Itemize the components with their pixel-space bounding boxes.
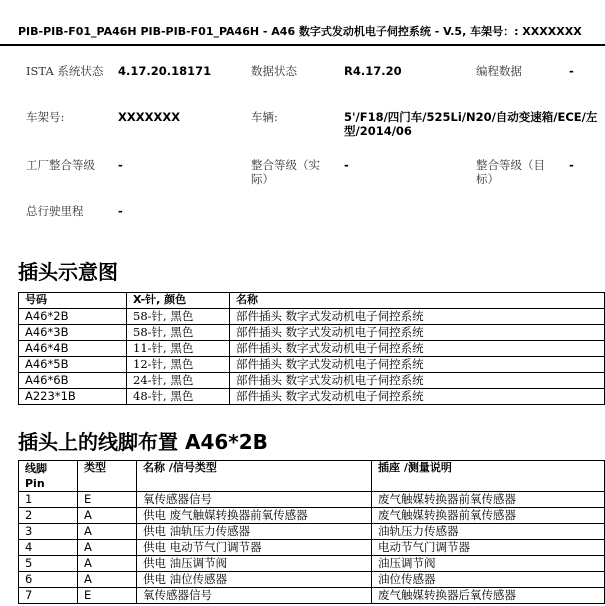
data-status-label: 数据状态 bbox=[251, 64, 297, 78]
pin-number-cell: 6 bbox=[19, 572, 78, 588]
vin-label: 车架号: bbox=[26, 110, 65, 124]
pin-col-type: 类型 bbox=[78, 461, 137, 492]
pin-socket-cell: 油压调节阀 bbox=[372, 556, 605, 572]
ista-value: 4.17.20.18171 bbox=[118, 64, 212, 78]
connector-pins-color-cell: 48-针, 黑色 bbox=[127, 389, 230, 405]
connector-pins-color-cell: 11-针, 黑色 bbox=[127, 341, 230, 357]
mileage-label: 总行驶里程 bbox=[26, 204, 84, 218]
connector-header-row bbox=[19, 293, 605, 309]
pin-col-pin: 线脚 Pin bbox=[19, 461, 78, 492]
pin-col-socket: 插座 /测量说明 bbox=[372, 461, 605, 492]
connector-pins-color-cell: 58-针, 黑色 bbox=[127, 325, 230, 341]
document-title: PIB-PIB-F01_PA46H PIB-PIB-F01_PA46H - A46 数字式发动机电子伺控系统 - V.5, 车架号：: XXXXXXX bbox=[18, 25, 582, 38]
connector-number-cell: A223*1B bbox=[19, 389, 127, 405]
actual-level-value: - bbox=[344, 158, 349, 172]
pin-name-cell: 供电 废气触媒转换器前氧传感器 bbox=[137, 508, 372, 524]
pin-type-cell: A bbox=[78, 540, 137, 556]
pin-header-row bbox=[19, 461, 605, 492]
factory-level-value: - bbox=[118, 158, 123, 172]
table-row bbox=[19, 556, 605, 572]
connector-pins-color-cell: 58-针, 黑色 bbox=[127, 309, 230, 325]
pin-number-cell: 2 bbox=[19, 508, 78, 524]
pin-name-cell: 供电 油压调节阀 bbox=[137, 556, 372, 572]
connector-pins-color-cell: 24-针, 黑色 bbox=[127, 373, 230, 389]
connector-col-number: 号码 bbox=[19, 293, 127, 309]
info-row-levels bbox=[26, 154, 605, 200]
pin-type-cell: A bbox=[78, 508, 137, 524]
table-row bbox=[19, 325, 605, 341]
table-row bbox=[19, 508, 605, 524]
pin-type-cell: E bbox=[78, 492, 137, 508]
connector-pins-color-cell: 12-针, 黑色 bbox=[127, 357, 230, 373]
pin-socket-cell: 废气触媒转换器前氧传感器 bbox=[372, 492, 605, 508]
pin-number-cell: 4 bbox=[19, 540, 78, 556]
prog-data-value: - bbox=[569, 64, 574, 78]
table-row bbox=[19, 341, 605, 357]
pin-socket-cell: 油轨压力传感器 bbox=[372, 524, 605, 540]
table-row bbox=[19, 588, 605, 604]
table-row bbox=[19, 572, 605, 588]
pin-name-cell: 氧传感器信号 bbox=[137, 588, 372, 604]
table-row bbox=[19, 540, 605, 556]
pin-socket-cell: 电动节气门调节器 bbox=[372, 540, 605, 556]
data-status-value: R4.17.20 bbox=[344, 64, 402, 78]
table-row bbox=[19, 389, 605, 405]
connector-table bbox=[18, 292, 605, 405]
table-row bbox=[19, 524, 605, 540]
pin-col-name: 名称 /信号类型 bbox=[137, 461, 372, 492]
pin-socket-cell: 废气触媒转换器后氧传感器 bbox=[372, 588, 605, 604]
connector-number-cell: A46*2B bbox=[19, 309, 127, 325]
connector-name-cell: 部件插头 数字式发动机电子伺控系统 bbox=[230, 389, 605, 405]
table-row bbox=[19, 357, 605, 373]
pin-type-cell: A bbox=[78, 556, 137, 572]
prog-data-label: 编程数据 bbox=[476, 64, 522, 78]
pin-name-cell: 供电 油位传感器 bbox=[137, 572, 372, 588]
table-row bbox=[19, 309, 605, 325]
ista-label: ISTA 系统状态 bbox=[26, 64, 104, 78]
table-row bbox=[19, 492, 605, 508]
vehicle-label: 车辆: bbox=[251, 110, 278, 124]
document-header bbox=[0, 14, 605, 46]
vehicle-info-table bbox=[26, 60, 605, 246]
pin-name-cell: 供电 电动节气门调节器 bbox=[137, 540, 372, 556]
pin-number-cell: 1 bbox=[19, 492, 78, 508]
connector-number-cell: A46*6B bbox=[19, 373, 127, 389]
connector-number-cell: A46*4B bbox=[19, 341, 127, 357]
pin-number-cell: 3 bbox=[19, 524, 78, 540]
target-level-value: - bbox=[569, 158, 574, 172]
connector-name-cell: 部件插头 数字式发动机电子伺控系统 bbox=[230, 325, 605, 341]
pin-type-cell: A bbox=[78, 572, 137, 588]
vehicle-value: 5'/F18/四门车/525Li/N20/自动变速箱/ECE/左型/2014/06 bbox=[344, 110, 598, 138]
connector-col-pins-color: X-针, 颜色 bbox=[127, 293, 230, 309]
pin-section-title: 插头上的线脚布置 A46*2B bbox=[18, 430, 268, 454]
pin-name-cell: 氧传感器信号 bbox=[137, 492, 372, 508]
info-row-mileage bbox=[26, 200, 605, 246]
pin-socket-cell: 油位传感器 bbox=[372, 572, 605, 588]
connector-section-title: 插头示意图 bbox=[18, 260, 118, 284]
pin-socket-cell: 废气触媒转换器前氧传感器 bbox=[372, 508, 605, 524]
connector-name-cell: 部件插头 数字式发动机电子伺控系统 bbox=[230, 357, 605, 373]
actual-level-label: 整合等级（实际） bbox=[251, 158, 320, 186]
info-row-status bbox=[26, 60, 605, 106]
target-level-label: 整合等级（目标） bbox=[476, 158, 545, 186]
connector-name-cell: 部件插头 数字式发动机电子伺控系统 bbox=[230, 341, 605, 357]
factory-level-label: 工厂整合等级 bbox=[26, 158, 95, 172]
vin-value: XXXXXXX bbox=[118, 110, 181, 124]
pin-table bbox=[18, 460, 605, 604]
connector-number-cell: A46*3B bbox=[19, 325, 127, 341]
connector-number-cell: A46*5B bbox=[19, 357, 127, 373]
pin-type-cell: A bbox=[78, 524, 137, 540]
pin-number-cell: 7 bbox=[19, 588, 78, 604]
connector-col-name: 名称 bbox=[230, 293, 605, 309]
mileage-value: - bbox=[118, 204, 123, 218]
info-row-vehicle bbox=[26, 106, 605, 154]
pin-number-cell: 5 bbox=[19, 556, 78, 572]
connector-name-cell: 部件插头 数字式发动机电子伺控系统 bbox=[230, 373, 605, 389]
table-row bbox=[19, 373, 605, 389]
pin-name-cell: 供电 油轨压力传感器 bbox=[137, 524, 372, 540]
pin-type-cell: E bbox=[78, 588, 137, 604]
connector-name-cell: 部件插头 数字式发动机电子伺控系统 bbox=[230, 309, 605, 325]
